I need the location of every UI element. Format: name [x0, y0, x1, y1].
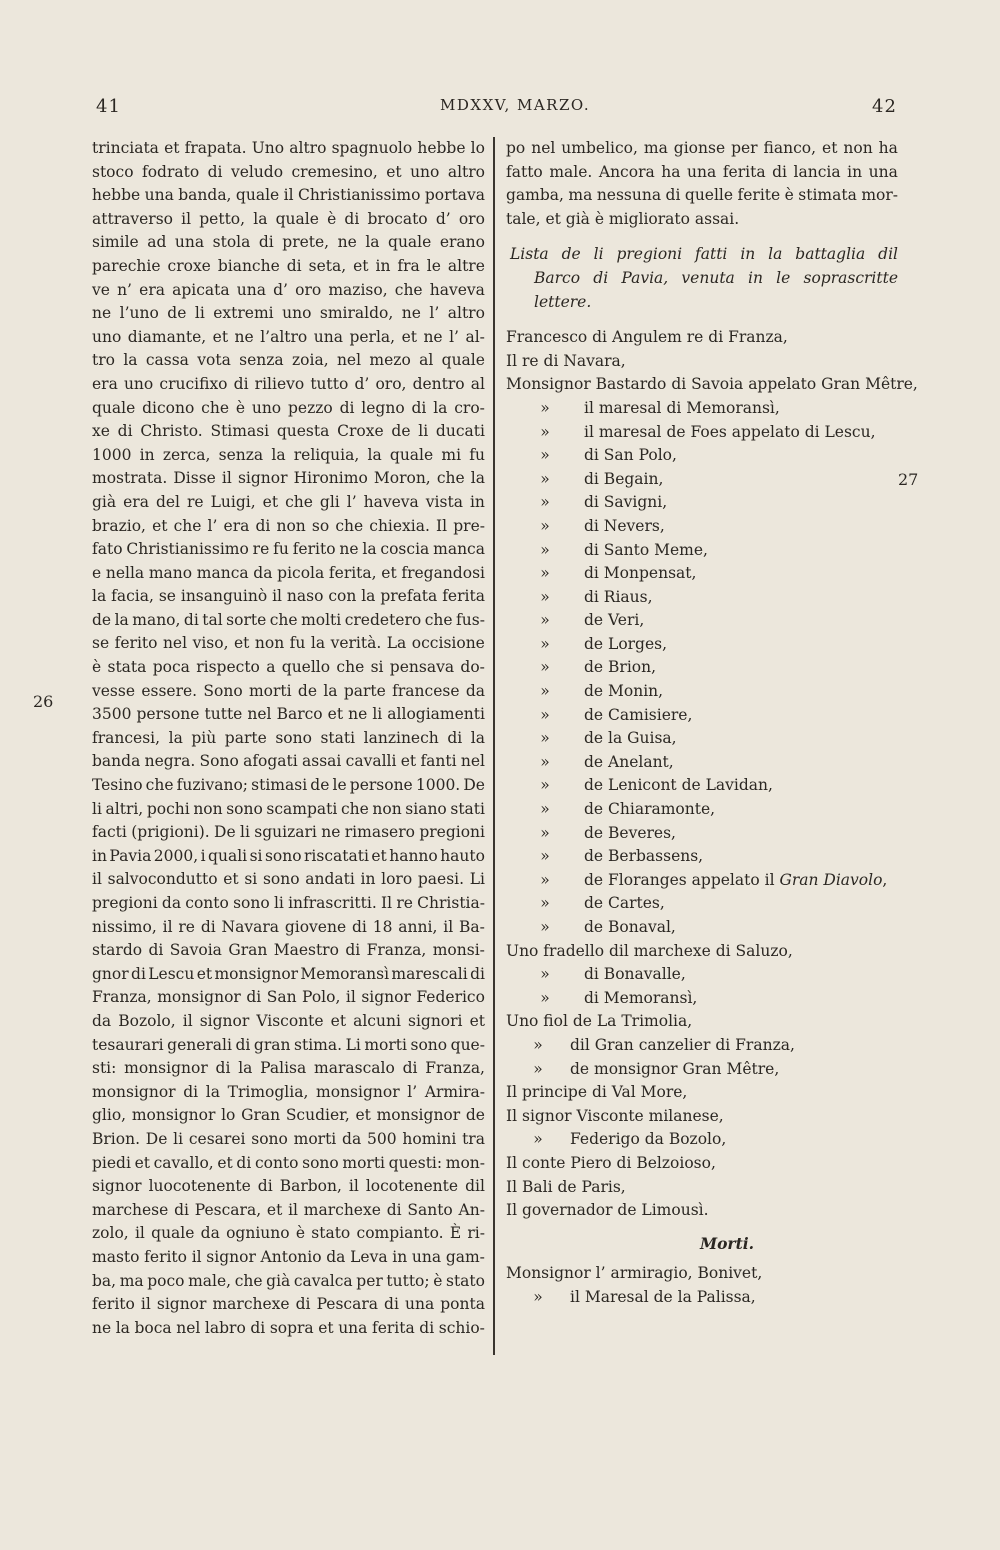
prisoner-entry	[506, 892, 898, 916]
prisoner-name: di Monpensat,	[584, 564, 697, 583]
left-column-line: sti: monsignor di la Palisa marascalo di Franza,	[92, 1059, 485, 1078]
left-column-line: già era del re Luigi, et che gli l’ haveva vista in	[92, 492, 485, 511]
left-column-line: xe di Christo. Stimasi questa Croxe de li ducati	[92, 422, 485, 441]
left-column-line: il salvocondutto et si sono andati in loro paesi. Li	[92, 870, 485, 889]
prisoner-entry	[506, 468, 898, 492]
left-column-line: uno diamante, et ne l’altro una perla, et ne l’ al-	[92, 327, 485, 346]
prisoner-entry	[506, 326, 898, 350]
prisoner-name: Il principe di Val More,	[506, 1083, 688, 1102]
left-column-line: attraverso il petto, la quale è di brocato d’ oro	[92, 209, 485, 228]
prisoner-name: di Riaus,	[584, 587, 653, 606]
prisoner-name: de Lenicont de Lavidan,	[584, 776, 773, 795]
prisoner-entry	[506, 562, 898, 586]
dead-name: Monsignor l’ armiragio, Bonivet,	[506, 1264, 763, 1283]
prisoner-name: de Chiaramonte,	[584, 800, 716, 819]
prisoner-name: de Brion,	[584, 658, 657, 677]
left-column-line: era uno crucifixo di rilievo tutto d’ oro, dentro al	[92, 374, 485, 393]
prisoner-entry	[506, 633, 898, 657]
prisoner-name: Monsignor Bastardo di Savoia appelato Gran Mêtre,	[506, 375, 918, 394]
prisoner-entry	[506, 1010, 898, 1034]
prisoner-name: Il conte Piero di Belzoioso,	[506, 1153, 716, 1172]
ditto-mark: »	[540, 988, 550, 1007]
prisoner-entry	[506, 963, 898, 987]
prisoner-entry	[506, 774, 898, 798]
prisoner-name: dil Gran canzelier di Franza,	[570, 1035, 795, 1054]
left-column-line: li altri, pochi non sono scampati che non siano stati	[92, 799, 485, 818]
prisoner-entry	[506, 1128, 898, 1152]
left-column-line: ne l’uno de li extremi uno smiraldo, ne l’ altro	[92, 304, 485, 323]
left-column-line: hebbe una banda, quale il Christianissimo portava	[92, 186, 485, 205]
ditto-mark: »	[533, 1287, 543, 1306]
list-title-line: Lista de li pregioni fatti in la battaglia dil	[510, 245, 898, 264]
ditto-mark: »	[540, 611, 550, 630]
right-intro-line: tale, et già è migliorato assai.	[506, 209, 740, 228]
ditto-mark: »	[540, 658, 550, 677]
prisoner-name: de Anelant,	[584, 752, 674, 771]
left-column-line: marchese di Pescara, et il marchexe di Santo An-	[92, 1200, 485, 1219]
left-column-line: ferito il signor marchexe di Pescara di una ponta	[92, 1295, 485, 1314]
prisoner-name: il maresal de Foes appelato di Lescu,	[584, 422, 876, 441]
prisoner-name: Francesco di Angulem re di Franza,	[506, 328, 788, 347]
prisoner-name: Federigo da Bozolo,	[570, 1130, 727, 1149]
left-column-line: de la mano, di tal sorte che molti credetero che fus-	[92, 610, 485, 629]
ditto-mark: »	[540, 540, 550, 559]
ditto-mark: »	[540, 682, 550, 701]
prisoner-entry	[506, 940, 898, 964]
left-column-line: brazio, et che l’ era di non so che chiexia. Il pre-	[92, 516, 485, 535]
prisoner-entry	[506, 421, 898, 445]
left-column-line: zolo, il quale da ogniuno è stato compianto. È ri-	[92, 1224, 485, 1243]
ditto-mark: »	[540, 729, 550, 748]
left-column-line: la facia, se insanguinò il naso con la prefata ferita	[92, 587, 485, 606]
ditto-mark: »	[533, 1035, 543, 1054]
prisoner-name: il maresal di Memoransì,	[584, 398, 780, 417]
prisoner-entry	[506, 822, 898, 846]
prisoner-name: de Lorges,	[584, 634, 668, 653]
prisoner-name: de Floranges appelato il Gran Diavolo,	[584, 870, 888, 889]
page-number-right: 42	[872, 96, 897, 117]
left-column-line: gnor di Lescu et monsignor Memoransì marescali di	[92, 964, 485, 983]
prisoner-entry	[506, 727, 898, 751]
left-column-line: francesi, la più parte sono stati lanzinech di la	[92, 728, 485, 747]
prisoner-name: de Cartes,	[584, 894, 665, 913]
left-column-line: è stata poca rispecto a quello che si pensava do-	[92, 658, 485, 677]
prisoner-entry	[506, 539, 898, 563]
left-column-line: signor luocotenente di Barbon, il locotenente dil	[92, 1177, 485, 1196]
prisoner-entry	[506, 1034, 898, 1058]
left-column-line: tesaurari generali di gran stima. Li morti sono que-	[92, 1035, 485, 1054]
prisoner-name: Il governador de Limousì.	[506, 1201, 709, 1220]
left-column-line: stoco fodrato di veludo cremesino, et uno altro	[92, 162, 485, 181]
list-title	[506, 243, 898, 314]
ditto-mark: »	[540, 752, 550, 771]
left-column-line: tro la cassa vota senza zoia, nel mezo al quale	[92, 351, 485, 370]
prisoner-entry	[506, 515, 898, 539]
left-column-line: vesse essere. Sono morti de la parte francese da	[92, 681, 485, 700]
column-rule	[493, 137, 495, 1355]
ditto-mark: »	[540, 800, 550, 819]
left-column-line: parechie croxe bianche di seta, et in fra le altre	[92, 256, 485, 275]
list-title-line: lettere.	[534, 292, 592, 311]
prisoner-entry	[506, 373, 918, 397]
prisoner-entry	[506, 751, 898, 775]
left-column-line: facti (prigioni). De li sguizari ne rimasero pregioni	[92, 823, 485, 842]
running-header: MDXXV, MARZO.	[440, 96, 591, 114]
left-column	[92, 137, 485, 1340]
prisoner-name: di Santo Meme,	[584, 540, 708, 559]
prisoner-name: de Berbassens,	[584, 847, 704, 866]
left-column-line: Brion. De li cesarei sono morti da 500 homini tra	[92, 1129, 485, 1148]
prisoner-entry	[506, 1058, 898, 1082]
prisoner-entry	[506, 987, 898, 1011]
left-column-line: piedi et cavallo, et di conto sono morti questi: mon-	[92, 1153, 485, 1172]
prisoner-name: di Memoransì,	[584, 988, 698, 1007]
dead-name: il Maresal de la Palissa,	[570, 1287, 756, 1306]
prisoner-entry	[506, 845, 898, 869]
prisoner-name: di Savigni,	[584, 493, 668, 512]
ditto-mark: »	[540, 469, 550, 488]
ditto-mark: »	[540, 705, 550, 724]
prisoner-name: di San Polo,	[584, 446, 677, 465]
ditto-mark: »	[540, 422, 550, 441]
prisoner-name: di Nevers,	[584, 516, 665, 535]
right-intro-line: po nel umbelico, ma gionse per fianco, et non ha	[506, 139, 898, 157]
ditto-mark: »	[540, 823, 550, 842]
left-column-line: Franza, monsignor di San Polo, il signor Federico	[92, 988, 485, 1007]
ditto-mark: »	[540, 493, 550, 512]
right-intro-line: fatto male. Ancora ha una ferita di lancia in una	[506, 162, 898, 181]
ditto-mark: »	[540, 398, 550, 417]
ditto-mark: »	[540, 847, 550, 866]
ditto-mark: »	[540, 870, 550, 889]
ditto-mark: »	[540, 894, 550, 913]
prisoner-name: de Veri,	[584, 611, 645, 630]
prisoner-entry	[506, 1152, 898, 1176]
left-column-line: ve n’ era apicata una d’ oro maziso, che haveva	[92, 280, 485, 299]
prisoner-entry	[506, 1199, 898, 1223]
prisoner-name: de la Guisa,	[584, 729, 677, 748]
page-number-left: 41	[96, 96, 121, 117]
prisoner-entry	[506, 609, 898, 633]
left-column-line: se ferito nel viso, et non fu la verità. La occisione	[92, 634, 485, 653]
dead-list	[506, 1262, 898, 1309]
ditto-mark: »	[540, 634, 550, 653]
prisoner-name: de Beveres,	[584, 823, 676, 842]
left-column-line: 1000 in zerca, senza la reliquia, la quale mi fu	[92, 445, 485, 464]
prisoner-name: de Monin,	[584, 682, 664, 701]
margin-number-right: 27	[898, 470, 919, 489]
left-column-line: fato Christianissimo re fu ferito ne la coscia manca	[92, 540, 485, 559]
left-column-line: e nella mano manca da picola ferita, et fregandosi	[92, 563, 485, 582]
ditto-mark: »	[540, 516, 550, 535]
prisoner-name: Uno fiol de La Trimolia,	[506, 1012, 693, 1031]
left-column-line: ba, ma poco male, che già cavalca per tutto; è stato	[92, 1271, 485, 1290]
dead-entry	[506, 1286, 898, 1310]
prisoner-entry	[506, 444, 898, 468]
left-column-line: simile ad una stola di prete, ne la quale erano	[92, 233, 485, 252]
ditto-mark: »	[540, 918, 550, 936]
prisoner-entry	[506, 704, 898, 728]
ditto-mark: »	[540, 446, 550, 465]
prisoner-name: de Camisiere,	[584, 705, 693, 724]
prisoner-entry	[506, 491, 898, 515]
right-intro-line: gamba, ma nessuna di quelle ferite è stimata mor-	[506, 186, 898, 205]
prisoner-entry	[506, 916, 898, 940]
prisoner-entry	[506, 586, 898, 610]
prisoner-entry	[506, 680, 898, 704]
left-column-line: masto ferito il signor Antonio da Leva in una gam-	[92, 1247, 485, 1266]
prisoner-entry	[506, 656, 898, 680]
left-column-line: monsignor di la Trimoglia, monsignor l’ Armira-	[92, 1082, 485, 1101]
prisoner-name: de Bonaval,	[584, 918, 676, 936]
left-column-line: quale dicono che è uno pezzo di legno di la cro-	[92, 398, 485, 417]
ditto-mark: »	[540, 587, 550, 606]
left-column-line: 3500 persone tutte nel Barco et ne li allogiamenti	[92, 705, 485, 724]
left-column-line: da Bozolo, il signor Visconte et alcuni signori et	[92, 1011, 485, 1030]
prisoner-entry	[506, 798, 898, 822]
right-intro-text	[506, 137, 898, 231]
left-column-line: Tesino che fuzivano; stimasi de le persone 1000. De	[92, 776, 485, 795]
prisoner-name: di Begain,	[584, 469, 664, 488]
left-column-line: trinciata et frapata. Uno altro spagnuolo hebbe lo	[92, 139, 485, 157]
prisoner-entry	[506, 1176, 898, 1200]
ditto-mark: »	[533, 1130, 543, 1149]
prisoner-entry	[506, 350, 898, 374]
ditto-mark: »	[540, 965, 550, 984]
prisoner-name: Il Bali de Paris,	[506, 1177, 626, 1196]
prisoner-name: di Bonavalle,	[584, 965, 686, 984]
left-column-line: stardo di Savoia Gran Maestro di Franza, monsi-	[92, 941, 485, 960]
ditto-mark: »	[533, 1059, 543, 1078]
prisoner-name: Il signor Visconte milanese,	[506, 1106, 724, 1125]
prisoner-entry	[506, 1081, 898, 1105]
left-column-line: nissimo, il re di Navara giovene di 18 anni, il Ba-	[92, 917, 485, 936]
dead-heading: Morti.	[699, 1233, 755, 1253]
prisoner-entry	[506, 1105, 898, 1129]
prisoner-name: de monsignor Gran Mêtre,	[570, 1059, 780, 1078]
prisoner-name: Uno fradello dil marchexe di Saluzo,	[506, 941, 793, 960]
dead-entry	[506, 1262, 898, 1286]
left-column-line: pregioni da conto sono li infrascritti. Il re Christia-	[92, 894, 485, 912]
prisoner-entry	[506, 869, 898, 893]
list-title-line: Barco di Pavia, venuta in le soprascritte	[534, 268, 898, 287]
left-column-line: in Pavia 2000, i quali si sono riscatati et hanno hauto	[92, 846, 485, 865]
prisoner-entry	[506, 397, 898, 421]
left-column-line: glio, monsignor lo Gran Scudier, et monsignor de	[92, 1106, 485, 1125]
left-column-line: banda negra. Sono afogati assai cavalli et fanti nel	[92, 752, 485, 771]
margin-number-left: 26	[33, 692, 54, 711]
ditto-mark: »	[540, 776, 550, 795]
ditto-mark: »	[540, 564, 550, 583]
left-column-line: ne la boca nel labro di sopra et una ferita di schio-	[92, 1318, 485, 1337]
left-column-line: mostrata. Disse il signor Hironimo Moron, che la	[92, 469, 485, 488]
prisoner-name: Il re di Navara,	[506, 351, 626, 370]
